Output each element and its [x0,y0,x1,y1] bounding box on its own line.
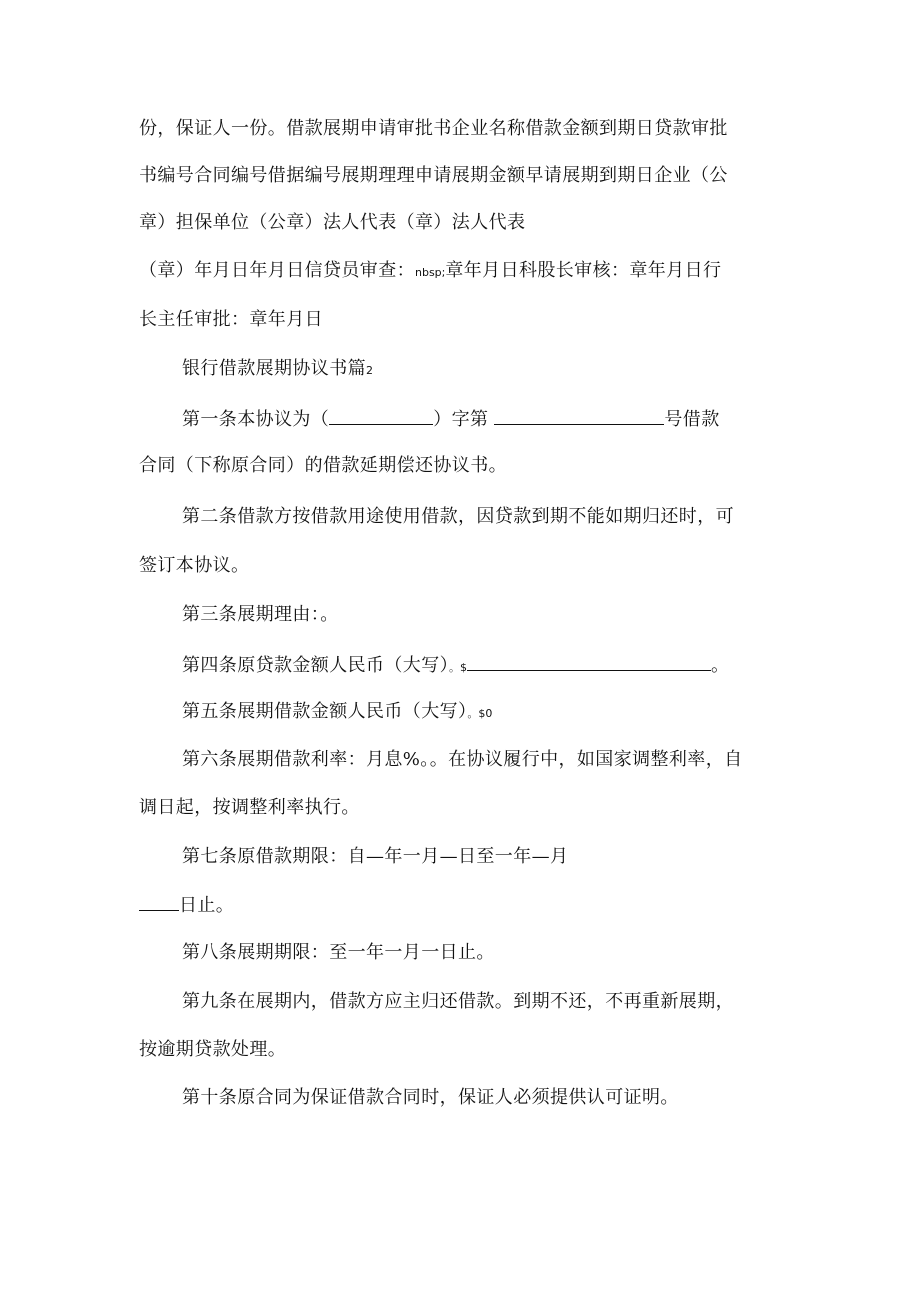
text-run: 号借款 [664,409,720,430]
paragraph-line: 长主任审批：章年月日 [139,309,323,330]
text-run: （章）年月日年月日信贷员审查： [139,260,415,281]
article-7: 第七条原借款期限：自—年一月—日至一年—月 [182,846,569,867]
section-title-text: 银行借款展期协议书篇 [182,358,366,379]
paragraph-line: 章）担保单位（公章）法人代表（章）法人代表 [139,212,526,233]
article-5 [182,700,492,726]
text-run: ）字第 [433,409,489,430]
text-run: 章年月日科股长审核：章年月日行 [445,260,722,281]
paragraph-line: 份，保证人一份。借款展期申请审批书企业名称借款金额到期日贷款审批 [139,118,728,139]
nbsp-artifact: nbsp; [415,266,446,279]
article-2: 第二条借款方按借款用途使用借款，因贷款到期不能如期归还时，可 [182,506,734,527]
text-run: 。$0 [467,707,493,720]
paragraph-line: 书编号合同编号借据编号展期理理申请展期金额早请展期到期日企业（公 [139,165,728,186]
fill-blank [139,892,179,911]
section-title [182,357,373,383]
article-1-continued: 合同（下称原合同）的借款延期偿还协议书。 [139,455,507,476]
fill-blank [494,406,664,425]
fill-blank [467,652,711,671]
article-2-continued: 签订本协议。 [139,555,250,576]
text-run: 。$ [449,661,467,674]
article-7-continued [139,892,234,918]
article-10: 第十条原合同为保证借款合同时，保证人必须提供认可证明。 [182,1087,679,1108]
section-number: 2 [366,364,373,377]
fill-blank [329,406,433,425]
article-9: 第九条在展期内，借款方应主归还借款。到期不还，不再重新展期， [182,991,734,1012]
text-run: 。 [711,655,730,676]
article-6-continued: 调日起，按调整利率执行。 [139,797,360,818]
paragraph-line [139,259,721,285]
article-8: 第八条展期期限：至一年一月一日止。 [182,942,495,963]
text-run: 第四条原贷款金额人民币（大写） [182,655,449,676]
text-run: 第一条本协议为（ [182,409,330,430]
text-run: 日止。 [179,895,235,916]
article-6: 第六条展期借款利率：月息%。。在协议履行中，如国家调整利率，自 [182,749,743,770]
article-4 [182,652,729,680]
article-1 [182,406,720,432]
article-9-continued: 按逾期贷款处理。 [139,1039,287,1060]
text-run: 第五条展期借款金额人民币（大写） [182,701,468,722]
article-3: 第三条展期理由：。 [182,604,339,625]
